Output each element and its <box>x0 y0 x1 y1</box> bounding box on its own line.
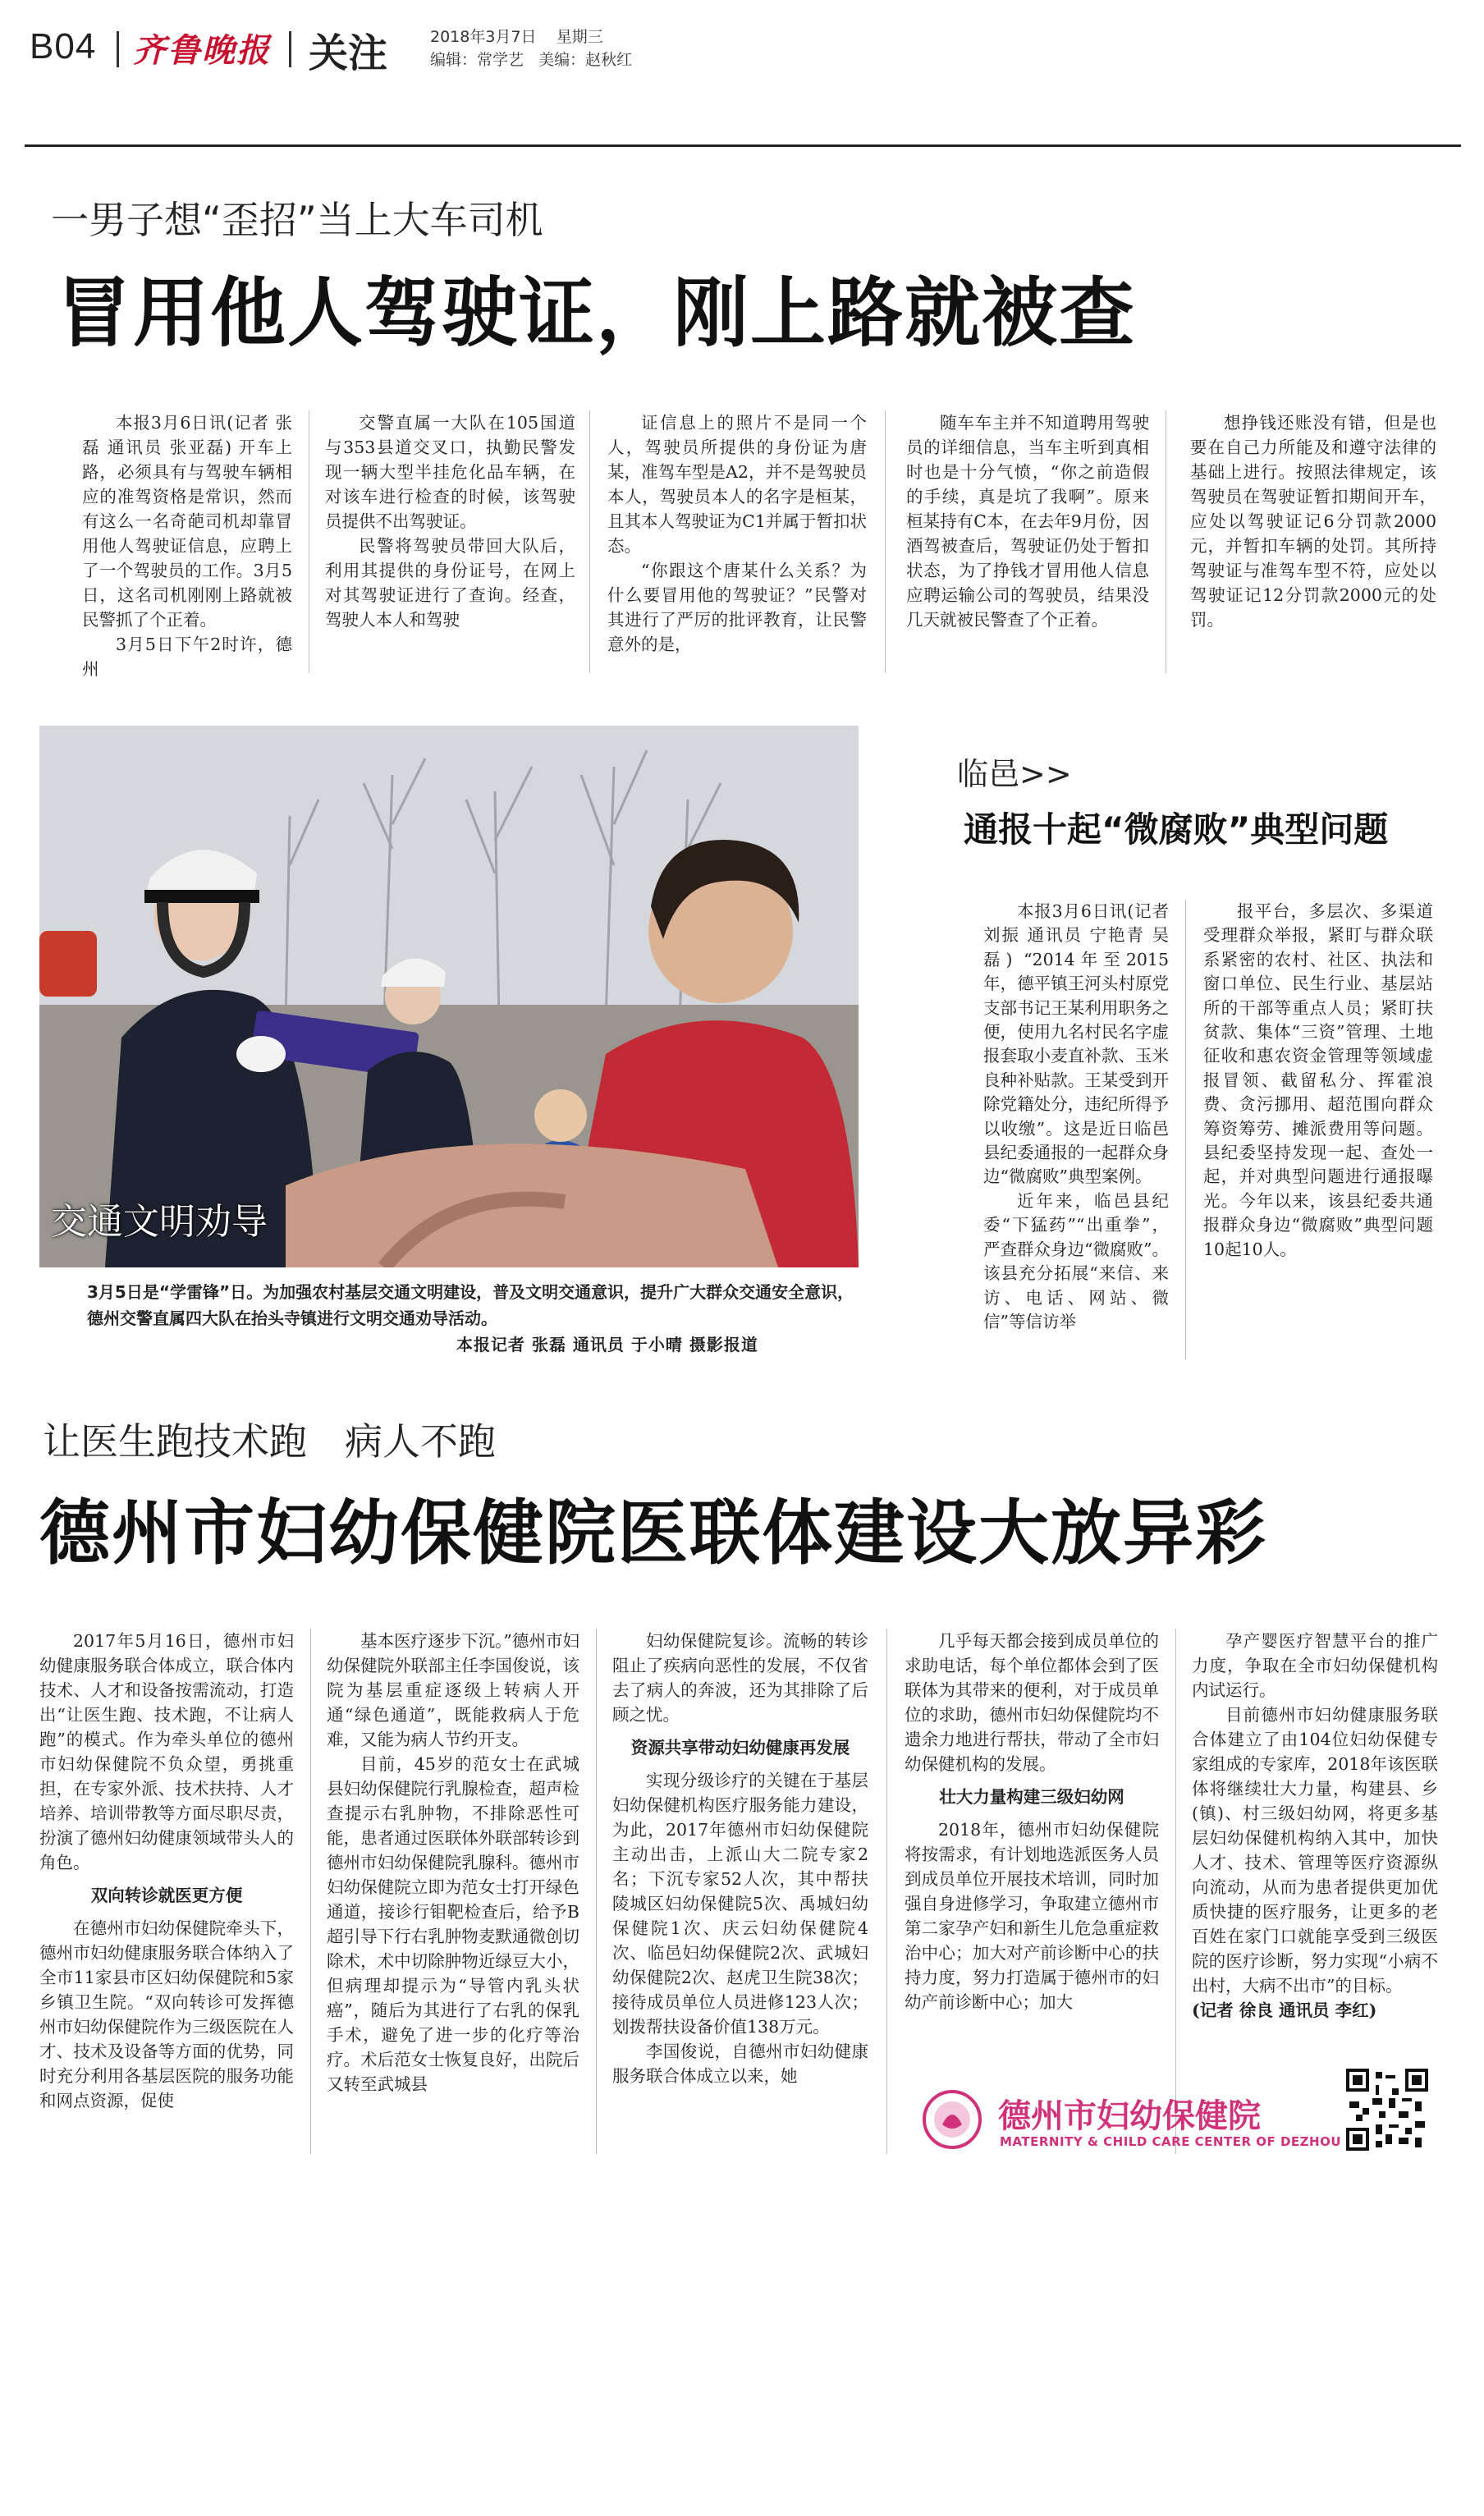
side-story-kicker: 临邑>> <box>957 756 1072 792</box>
paragraph: 民警将驾驶员带回大队后，利用其提供的身份证号，在网上对其驾驶证进行了查询。经查，驾驶人本人和驾驶 <box>325 536 575 630</box>
column-subhead: 资源共享带动妇幼健康再发展 <box>630 1738 850 1758</box>
story2-column <box>1192 1629 1438 2023</box>
paragraph: 想挣钱还账没有错，但是也要在自己力所能及和遵守法律的基础上进行。按照法律规定，该驾驶员在驾驶证暂扣期间开车，应处以驾驶证记6分罚款2000元，并暂扣车辆的处罚。其所持驾驶证与准驾车型不符，应处以驾驶证记12分罚款2000元的处罚。 <box>1190 413 1436 630</box>
section-title: 关注 <box>309 30 388 76</box>
side-story-title: 通报十起“微腐败”典型问题 <box>964 809 1389 850</box>
byline: (记者 徐良 通讯员 李红) <box>1192 2000 1377 2020</box>
photo-overlay-label: 交通文明劝导 <box>51 1201 268 1243</box>
paragraph: 随车车主并不知道聘用驾驶员的详细信息，当车主听到真相时也是十分气愤，“你之前造假的手续，真是坑了我啊”。原来桓某持有C本，在去年9月份，因酒驾被查后，驾驶证仍处于暂扣状态，为了挣钱才冒用他人信息应聘运输公司的驾驶员，结果没几天就被民警查了个正着。 <box>906 413 1149 630</box>
issue-date-line <box>430 25 603 47</box>
paragraph: 3月5日下午2时许，德州 <box>82 635 292 679</box>
hospital-emblem-icon <box>919 2087 985 2152</box>
story2-column <box>905 1629 1159 2014</box>
story2-column <box>327 1629 579 2097</box>
story1-column <box>82 410 292 681</box>
side-story-column <box>1203 900 1433 1262</box>
paragraph: 在德州市妇幼保健院牵头下，德州市妇幼健康服务联合体纳入了全市11家县市区妇幼保健院和5家乡镇卫生院。“双向转诊可发挥德州市妇幼保健院作为三级医院在人才、技术及设备等方面的优势，同时充分利用各基层医院的服务功能和网点资源，促使 <box>39 1918 294 2110</box>
paragraph: 基本医疗逐步下沉。”德州市妇幼保健院外联部主任李国俊说，该院为基层重症逐级上转病人开通“绿色通道”，既能救病人于危难，又能为病人节约开支。 <box>327 1631 579 1749</box>
column-subhead: 壮大力量构建三级妇幼网 <box>939 1787 1124 1807</box>
story2-column <box>39 1629 294 2113</box>
designer-credit: 美编：赵秋红 <box>538 51 633 69</box>
paragraph: 李国俊说，自德州市妇幼健康服务联合体成立以来，她 <box>612 2042 868 2086</box>
masthead: 齐鲁晚报 <box>133 31 271 70</box>
paragraph: 本报3月6日讯(记者 刘振 通讯员 宁艳青 吴磊) “2014年至2015年，德平镇王河头村原党支部书记王某利用职务之便，使用九名村民名字虚报套取小麦直补款、玉米良种补贴款。王某受到开除党籍处分，违纪所得予以收缴”。这是近日临邑县纪委通报的一起群众身边“微腐败”典型案例。 <box>983 901 1169 1187</box>
news-photo <box>39 726 859 1267</box>
hospital-logo <box>919 2077 1342 2167</box>
qr-code[interactable] <box>1346 2069 1428 2151</box>
paragraph: 目前德州市妇幼健康服务联合体建立了由104位妇幼保健专家组成的专家库，2018年该医联体将继续壮大力量，构建县、乡(镇)、村三级妇幼网，将更多基层妇幼保健机构纳入其中，加快人才、技术、管理等医疗资源纵向流动，从而为患者提供更加优质快捷的医疗服务，让更多的老百姓在家门口就能享受到三级医院的医疗诊断，努力实现“小病不出村，大病不出市”的目标。 <box>1192 1705 1438 1996</box>
paragraph: 报平台，多层次、多渠道受理群众举报，紧盯与群众联系紧密的农村、社区、执法和窗口单位、民生行业、基层站所的干部等重点人员；紧盯扶贫款、集体“三资”管理、土地征收和惠农资金管理等领域虚报冒领、截留私分、挥霍浪费、贪污挪用、超范围向群众筹资筹劳、摊派费用等问题。县纪委坚持发现一起、查处一起，并对典型问题进行通报曝光。今年以来，该县纪委共通报群众身边“微腐败”典型问题10起10人。 <box>1203 901 1433 1259</box>
column-subhead: 双向转诊就医更方便 <box>90 1886 243 1905</box>
paragraph: 本报3月6日讯(记者 张磊 通讯员 张亚磊) 开车上路，必须具有与驾驶车辆相应的准驾资格是常识，然而有这么一名奇葩司机却靠冒用他人驾驶证信息，应聘上了一个驾驶员的工作。3月5日，这名司机刚刚上路就被民警抓了个正着。 <box>82 413 292 630</box>
paragraph: “你跟这个唐某什么关系？为什么要冒用他的驾驶证？”民警对其进行了严厉的批评教育，让民警意外的是， <box>607 561 867 654</box>
paragraph: 孕产婴医疗智慧平台的推广力度，争取在全市妇幼保健机构内试运行。 <box>1192 1631 1438 1700</box>
issue-date: 2018年3月7日 <box>430 28 537 46</box>
column-rule <box>589 410 590 673</box>
header-divider <box>289 31 291 67</box>
paragraph: 实现分级诊疗的关键在于基层妇幼保健机构医疗服务能力建设，为此，2017年德州市妇幼保健院主动出击，上派山大二院专家2名；下沉专家52人次，其中帮扶陵城区妇幼保健院5次、禹城妇幼保健院1次、庆云妇幼保健院4次、临邑妇幼保健院2次、武城妇幼保健院2次、赵虎卫生院38次；接待成员单位人员进修123人次；划拨帮扶设备价值138万元。 <box>612 1771 868 2037</box>
header-divider <box>117 31 119 67</box>
photo-credit: 本报记者 张磊 通讯员 于小晴 摄影报道 <box>456 1335 758 1354</box>
paragraph: 2018年，德州市妇幼保健院将按需求，有计划地选派医务人员到成员单位开展技术培训，同时加强自身进修学习，争取建立德州市第二家孕产妇和新生儿危急重症救治中心；加大对产前诊断中心的扶持力度，努力打造属于德州市的妇幼产前诊断中心；加大 <box>905 1820 1159 2012</box>
hospital-logo-name: 德州市妇幼保健院 <box>998 2097 1261 2135</box>
column-rule <box>1185 900 1186 1359</box>
story1-column <box>607 410 867 657</box>
editor-credit: 编辑：常学艺 <box>430 51 524 69</box>
paragraph: 几乎每天都会接到成员单位的求助电话，每个单位都体会到了医联体为其带来的便利，对于成员单位的求助，德州市妇幼保健院均不遗余力地进行帮扶，带动了全市妇幼保健机构的发展。 <box>905 1631 1159 1774</box>
credits-line <box>430 48 632 70</box>
column-rule <box>310 1629 311 2154</box>
story2-column <box>612 1629 868 2088</box>
story1-kicker: 一男子想“歪招”当上大车司机 <box>51 198 543 242</box>
paragraph: 近年来，临邑县纪委“下猛药”“出重拳”，严查群众身边“微腐败”。该县充分拓展“来信、来访、电话、网站、微信”等信访举 <box>983 1190 1169 1331</box>
column-rule <box>1175 1629 1176 2154</box>
paragraph: 妇幼保健院复诊。流畅的转诊阻止了疾病向恶性的发展，不仅省去了病人的奔波，还为其排除了后顾之忧。 <box>612 1631 868 1725</box>
column-rule <box>886 1629 887 2154</box>
paragraph: 证信息上的照片不是同一个人，驾驶员所提供的身份证为唐某，准驾车型是A2，并不是驾驶员本人，驾驶员本人的名字是桓某，且其本人驾驶证为C1并属于暂扣状态。 <box>607 413 867 556</box>
story1-column <box>906 410 1149 632</box>
photo-caption: 3月5日是“学雷锋”日。为加强农村基层交通文明建设，普及文明交通意识，提升广大群众交通安全意识，德州交警直属四大队在抬头寺镇进行文明交通劝导活动。 <box>87 1282 854 1328</box>
issue-weekday: 星期三 <box>556 28 603 46</box>
column-rule <box>885 410 886 673</box>
story2-headline: 德州市妇幼保健院医联体建设大放异彩 <box>39 1492 1267 1574</box>
paragraph: 目前，45岁的范女士在武城县妇幼保健院行乳腺检查，超声检查提示右乳肿物，不排除恶性可能，患者通过医联体外联部转诊到德州市妇幼保健院乳腺科。德州市妇幼保健院立即为范女士打开绿色通道，接诊行钼靶检查后，给予B超引导下行右乳肿物麦默通微创切除术，术中切除肿物近绿豆大小，但病理却提示为“导管内乳头状癌”，随后为其进行了右乳的保乳手术，避免了进一步的化疗等治疗。术后范女士恢复良好，出院后又转至武城县 <box>327 1754 579 2094</box>
hospital-logo-english: MATERNITY & CHILD CARE CENTER OF DEZHOU <box>1000 2134 1342 2149</box>
column-rule <box>596 1629 597 2154</box>
page-number: B04 <box>30 26 97 66</box>
qr-code-icon <box>1346 2069 1428 2151</box>
story2-kicker: 让医生跑技术跑 病人不跑 <box>43 1419 496 1464</box>
paragraph: 交警直属一大队在105国道与353县道交叉口，执勤民警发现一辆大型半挂危化品车辆，在对该车进行检查的时候，该驾驶员提供不出驾驶证。 <box>325 413 575 531</box>
photo-illustration <box>39 726 859 1267</box>
paragraph: 2017年5月16日，德州市妇幼健康服务联合体成立，联合体内技术、人才和设备按需流动，打造出“让医生跑、技术跑，不让病人跑”的模式。作为牵头单位的德州市妇幼保健院不负众望，勇挑重担，在专家外派、技术扶持、人才培养、培训带教等方面尽职尽责，扮演了德州妇幼健康领域带头人的角色。 <box>39 1631 294 1872</box>
side-story-column <box>983 900 1169 1334</box>
header-rule <box>25 144 1461 147</box>
story1-headline: 冒用他人驾驶证，刚上路就被查 <box>56 269 1137 357</box>
story1-column <box>325 410 575 632</box>
story1-column <box>1190 410 1436 632</box>
